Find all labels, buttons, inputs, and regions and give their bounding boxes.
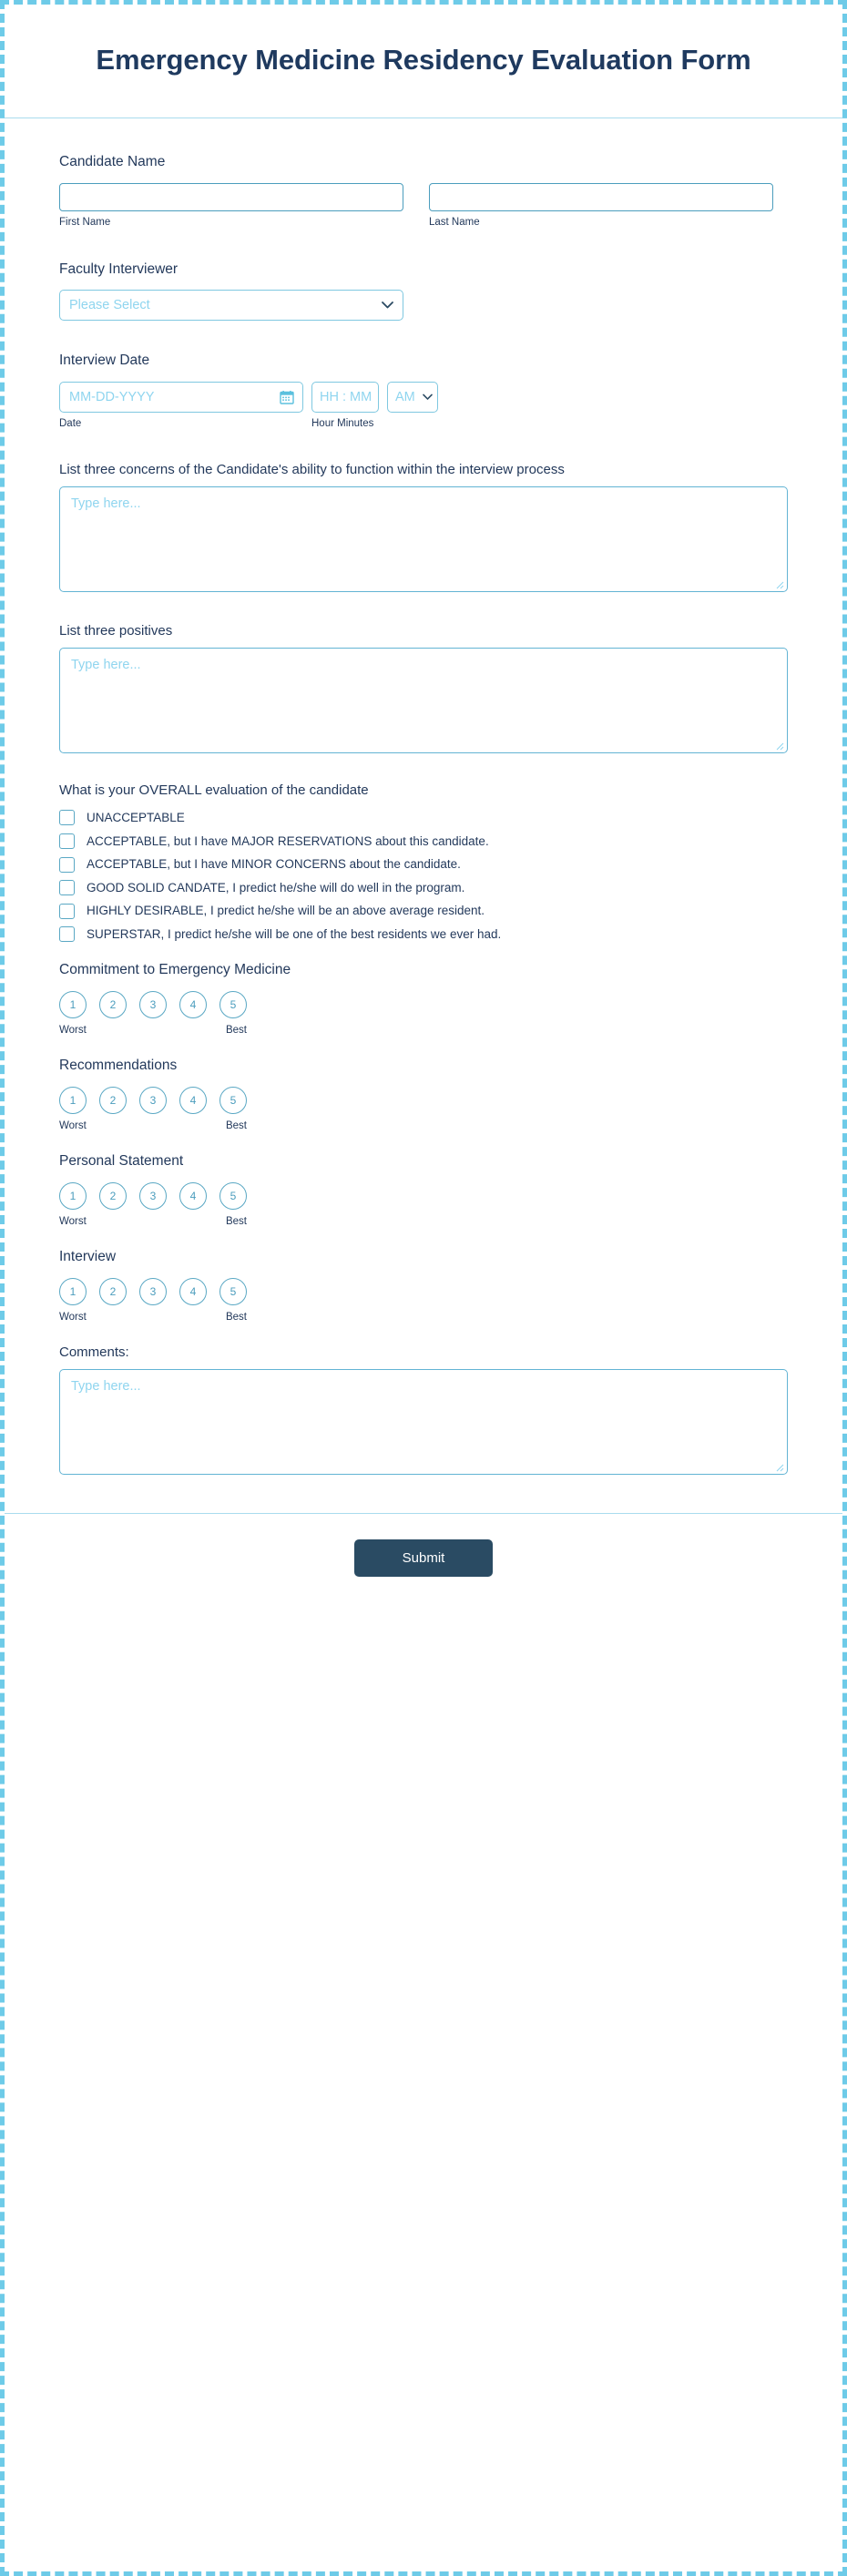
overall-option-label: UNACCEPTABLE	[87, 811, 185, 825]
date-field-wrap	[59, 382, 303, 413]
last-name-input[interactable]	[429, 183, 773, 211]
rating-option-2[interactable]: 2	[99, 1182, 127, 1210]
rating-option-1[interactable]: 1	[59, 1278, 87, 1305]
overall-option-row[interactable]	[59, 856, 788, 873]
chevron-down-icon	[423, 394, 433, 401]
rating-option-4[interactable]: 4	[179, 991, 207, 1018]
checkbox-icon[interactable]	[59, 833, 75, 849]
checkbox-icon[interactable]	[59, 810, 75, 825]
last-name-caption: Last Name	[429, 216, 480, 228]
form-footer	[5, 1513, 842, 1608]
comments-placeholder: Type here...	[71, 1379, 141, 1395]
checkbox-icon[interactable]	[59, 857, 75, 873]
positives-label: List three positives	[59, 623, 173, 639]
candidate-name-row	[59, 183, 788, 230]
overall-option-row[interactable]	[59, 926, 788, 943]
rating-option-3[interactable]: 3	[139, 991, 167, 1018]
rating-high-label: Best	[225, 1120, 247, 1132]
rating-label: Personal Statement	[59, 1153, 184, 1170]
calendar-icon[interactable]	[280, 390, 294, 404]
interview-date-row	[59, 382, 788, 413]
form-header	[5, 5, 842, 118]
field-concerns	[59, 449, 788, 605]
rating-low-label: Worst	[59, 1025, 87, 1037]
overall-options-list	[59, 810, 788, 942]
concerns-label: List three concerns of the Candidate's ability to function within the interview process	[59, 462, 565, 478]
rating-endpoints	[59, 1120, 247, 1131]
rating-scale-row	[59, 1087, 788, 1114]
field-faculty-interviewer	[59, 248, 788, 334]
overall-option-label: ACCEPTABLE, but I have MAJOR RESERVATIONS about this candidate.	[87, 833, 489, 848]
form-body	[5, 118, 842, 1514]
rating-option-3[interactable]: 3	[139, 1182, 167, 1210]
overall-option-row[interactable]	[59, 903, 788, 919]
rating-endpoints	[59, 1312, 247, 1323]
faculty-interviewer-select-wrap	[59, 290, 403, 321]
field-candidate-name	[59, 140, 788, 242]
overall-option-label: ACCEPTABLE, but I have MINOR CONCERNS about the candidate.	[87, 857, 461, 872]
date-captions	[59, 413, 788, 431]
first-name-caption: First Name	[59, 216, 111, 228]
hour-minutes-caption: Hour Minutes	[311, 418, 374, 430]
rating-scale-row	[59, 991, 788, 1018]
rating-option-3[interactable]: 3	[139, 1087, 167, 1114]
rating-scale-row	[59, 1278, 788, 1305]
field-overall-evaluation	[59, 772, 788, 942]
field-positives	[59, 610, 788, 766]
time-field-wrap	[311, 382, 379, 413]
rating-option-5[interactable]: 5	[219, 1278, 247, 1305]
interview-date-label: Interview Date	[59, 353, 150, 369]
rating-label: Commitment to Emergency Medicine	[59, 962, 291, 978]
resize-handle-icon[interactable]	[773, 740, 784, 751]
date-caption: Date	[59, 418, 82, 430]
rating-endpoints	[59, 1025, 247, 1036]
field-comments	[59, 1332, 788, 1487]
concerns-placeholder: Type here...	[71, 496, 141, 512]
resize-handle-icon[interactable]	[773, 1461, 784, 1472]
submit-button[interactable]: Submit	[354, 1539, 493, 1577]
rating-endpoints	[59, 1216, 247, 1227]
rating-scale-row	[59, 1182, 788, 1210]
rating-option-5[interactable]: 5	[219, 991, 247, 1018]
rating-option-1[interactable]: 1	[59, 1182, 87, 1210]
rating-label: Recommendations	[59, 1058, 178, 1074]
rating-option-4[interactable]: 4	[179, 1278, 207, 1305]
overall-option-label: HIGHLY DESIRABLE, I predict he/she will be an above average resident.	[87, 904, 485, 918]
overall-option-row[interactable]	[59, 880, 788, 896]
first-name-col	[59, 183, 403, 230]
rating-low-label: Worst	[59, 1120, 87, 1132]
overall-option-label: SUPERSTAR, I predict he/she will be one of the best residents we ever had.	[87, 926, 502, 941]
faculty-interviewer-label: Faculty Interviewer	[59, 261, 179, 277]
checkbox-icon[interactable]	[59, 880, 75, 895]
field-interview-date	[59, 339, 788, 444]
rating-block	[59, 949, 788, 1045]
ampm-selected-value: AM	[395, 390, 415, 405]
checkbox-icon[interactable]	[59, 926, 75, 942]
rating-option-4[interactable]: 4	[179, 1087, 207, 1114]
rating-block	[59, 1140, 788, 1236]
rating-high-label: Best	[225, 1216, 247, 1228]
ratings-container	[59, 949, 788, 1332]
rating-option-5[interactable]: 5	[219, 1182, 247, 1210]
rating-option-4[interactable]: 4	[179, 1182, 207, 1210]
rating-high-label: Best	[225, 1312, 247, 1324]
rating-option-2[interactable]: 2	[99, 991, 127, 1018]
checkbox-icon[interactable]	[59, 904, 75, 919]
overall-option-row[interactable]	[59, 833, 788, 850]
faculty-interviewer-selected-value: Please Select	[69, 298, 150, 313]
rating-block	[59, 1236, 788, 1332]
rating-option-5[interactable]: 5	[219, 1087, 247, 1114]
positives-placeholder: Type here...	[71, 658, 141, 673]
resize-handle-icon[interactable]	[773, 578, 784, 589]
overall-option-row[interactable]	[59, 810, 788, 826]
rating-low-label: Worst	[59, 1216, 87, 1228]
page-title: Emergency Medicine Residency Evaluation Form	[96, 44, 751, 76]
ampm-select-wrap	[387, 382, 438, 413]
concerns-textarea[interactable]	[59, 486, 788, 592]
comments-textarea[interactable]	[59, 1369, 788, 1475]
comments-label: Comments:	[59, 1344, 129, 1361]
candidate-name-label: Candidate Name	[59, 153, 166, 169]
rating-block	[59, 1045, 788, 1140]
date-input[interactable]	[59, 382, 303, 413]
rating-high-label: Best	[225, 1025, 247, 1037]
rating-option-1[interactable]: 1	[59, 1087, 87, 1114]
rating-option-3[interactable]: 3	[139, 1278, 167, 1305]
rating-option-1[interactable]: 1	[59, 991, 87, 1018]
first-name-input[interactable]	[59, 183, 403, 211]
rating-option-2[interactable]: 2	[99, 1087, 127, 1114]
time-input[interactable]	[311, 382, 379, 413]
overall-evaluation-label: What is your OVERALL evaluation of the candidate	[59, 782, 369, 799]
positives-textarea[interactable]	[59, 648, 788, 753]
faculty-interviewer-select[interactable]	[59, 290, 403, 321]
rating-label: Interview	[59, 1249, 117, 1265]
last-name-col	[429, 183, 773, 230]
overall-option-label: GOOD SOLID CANDATE, I predict he/she will do well in the program.	[87, 880, 465, 894]
rating-low-label: Worst	[59, 1312, 87, 1324]
rating-option-2[interactable]: 2	[99, 1278, 127, 1305]
